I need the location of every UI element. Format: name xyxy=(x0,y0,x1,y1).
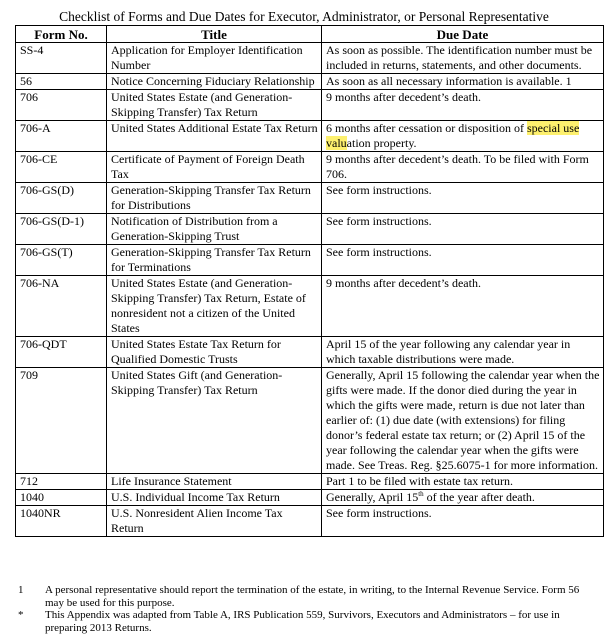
form-number: 1040 xyxy=(16,490,107,506)
due-date-text: Generally, April 15 xyxy=(326,490,419,504)
due-date: See form instructions. xyxy=(322,183,604,214)
table-row xyxy=(16,121,604,152)
form-title: Generation-Skipping Transfer Tax Return for Distributions xyxy=(107,183,322,214)
form-number: 706-NA xyxy=(16,276,107,337)
table-row xyxy=(16,474,604,490)
highlighted-text: special use valu xyxy=(326,121,580,150)
form-number: 706-QDT xyxy=(16,337,107,368)
form-number: 706-CE xyxy=(16,152,107,183)
due-date: 9 months after decedent’s death. xyxy=(322,276,604,337)
form-title: U.S. Nonresident Alien Income Tax Return xyxy=(107,506,322,537)
page-title: Checklist of Forms and Due Dates for Executor, Administrator, or Personal Representative xyxy=(59,9,549,24)
due-date: As soon as possible. The identification number must be included in returns, statements, and other documents. xyxy=(322,43,604,74)
form-number: 706-A xyxy=(16,121,107,152)
due-date xyxy=(322,121,604,152)
due-date: As soon as all necessary information is available. 1 xyxy=(322,74,604,90)
table-row xyxy=(16,90,604,121)
table-row xyxy=(16,74,604,90)
form-number: 706-GS(T) xyxy=(16,245,107,276)
table-row xyxy=(16,245,604,276)
due-date: See form instructions. xyxy=(322,214,604,245)
forms-table xyxy=(15,25,604,537)
form-title: Generation-Skipping Transfer Tax Return for Terminations xyxy=(107,245,322,276)
form-number: 712 xyxy=(16,474,107,490)
due-date: Part 1 to be filed with estate tax return. xyxy=(322,474,604,490)
footnote-text: A personal representative should report the termination of the estate, in writing, to the Internal Revenue Service. Form 56 may be used for this purpose. xyxy=(45,584,580,609)
form-number: 1040NR xyxy=(16,506,107,537)
due-date: 9 months after decedent’s death. To be filed with Form 706. xyxy=(322,152,604,183)
superscript: th xyxy=(418,490,424,498)
table-header-row xyxy=(16,26,604,43)
due-date-text: 6 months after cessation or disposition of xyxy=(326,121,527,135)
table-row xyxy=(16,490,604,506)
table-row xyxy=(16,43,604,74)
form-title: United States Estate Tax Return for Qualified Domestic Trusts xyxy=(107,337,322,368)
footnote xyxy=(15,609,600,634)
form-title: Notification of Distribution from a Generation-Skipping Trust xyxy=(107,214,322,245)
form-title: United States Estate (and Generation-Skipping Transfer) Tax Return, Estate of nonresident not a citizen of the United States xyxy=(107,276,322,337)
form-title: United States Additional Estate Tax Return xyxy=(107,121,322,152)
form-title: U.S. Individual Income Tax Return xyxy=(107,490,322,506)
header-due-date: Due Date xyxy=(322,26,604,43)
form-title: United States Estate (and Generation-Skipping Transfer) Tax Return xyxy=(107,90,322,121)
table-row xyxy=(16,506,604,537)
header-title: Title xyxy=(107,26,322,43)
due-date: 9 months after decedent’s death. xyxy=(322,90,604,121)
due-date-text: of the year after death. xyxy=(423,490,535,504)
due-date xyxy=(322,490,604,506)
due-date: See form instructions. xyxy=(322,506,604,537)
form-title: United States Gift (and Generation-Skipping Transfer) Tax Return xyxy=(107,368,322,474)
form-number: SS-4 xyxy=(16,43,107,74)
form-number: 706-GS(D) xyxy=(16,183,107,214)
form-number: 56 xyxy=(16,74,107,90)
header-form-no: Form No. xyxy=(16,26,107,43)
form-title: Life Insurance Statement xyxy=(107,474,322,490)
table-row xyxy=(16,183,604,214)
footnotes xyxy=(15,584,600,634)
table-row xyxy=(16,152,604,183)
footnote xyxy=(15,584,600,609)
table-row xyxy=(16,337,604,368)
form-number: 706-GS(D-1) xyxy=(16,214,107,245)
form-title: Notice Concerning Fiduciary Relationship xyxy=(107,74,322,90)
table-row xyxy=(16,214,604,245)
due-date: April 15 of the year following any calendar year in which taxable distributions were made. xyxy=(322,337,604,368)
form-number: 709 xyxy=(16,368,107,474)
due-date-text: ation property. xyxy=(346,136,417,150)
footnote-marker: 1 xyxy=(18,584,24,596)
table-row xyxy=(16,368,604,474)
form-title: Application for Employer Identification Number xyxy=(107,43,322,74)
due-date: Generally, April 15 following the calendar year when the gifts were made. If the donor died during the year in which the gifts were made, return is due not later than earlier of: (1) due date (with extensions) for filing donor’s federal estate tax return; or (2) April 15 of the year following the calendar year when the gifts were made. See Treas. Reg. §25.6075-1 for more information. xyxy=(322,368,604,474)
due-date: See form instructions. xyxy=(322,245,604,276)
footnote-marker: * xyxy=(18,609,24,621)
table-row xyxy=(16,276,604,337)
form-title: Certificate of Payment of Foreign Death Tax xyxy=(107,152,322,183)
form-number: 706 xyxy=(16,90,107,121)
footnote-text: This Appendix was adapted from Table A, IRS Publication 559, Survivors, Executors and Administrators – for use in preparing 2013 Returns. xyxy=(45,609,560,634)
